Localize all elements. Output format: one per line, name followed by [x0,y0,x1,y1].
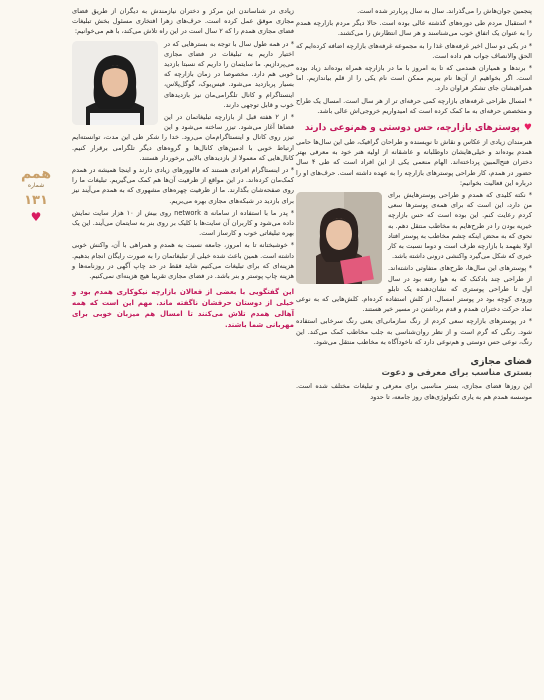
section-title: پوسترهای بازارچه، حس دوستی و هم‌نوعی دارند [304,123,520,134]
heart-icon: ♥ [30,210,42,224]
article-column-right [296,6,532,404]
designer-portrait-photo [296,192,382,284]
section-heading-social [296,355,532,368]
bullet-paragraph: * پوسترهای این سال‌ها، طرح‌های متفاوتی داشته‌اند. از طراحی چند بادکنک که به هوا رفته بود در سال اول تا طراحی پوستری که نشان‌دهنده یک تابلو ورودی کوچه بود در پوستر امسال. از کلش استفاده کرده‌ام. کلش‌هایی که به نوعی نماد حرکت دختران همدم و قدم برداشتن در مسیر خیر هستند. [296,264,532,314]
logo-subtitle: شماره [27,182,45,189]
bullet-paragraph: * در اینستاگرام افرادی هستند که فالوورهای زیادی دارند و اینجا همیشه در همدم کمک‌مان کرده‌اند. در این مواقع از ظرفیت آن‌ها هم کمک می‌گیریم. تبلیغات ما را روی صفحه‌شان بگذارند. ما از ظرفیت چهره‌های مشهوری که به همدم می‌آیند نیز برای بازدید در شبکه‌های مجازی بهره می‌بریم. [72,166,294,205]
closing-note: این گفتگویی با بعضی از فعالان بازارچه نیکوکاری همدم بود و خیلی از دوستان حرفشان ناگفته ماند. مهم این است که همه آهالی همدم تلاش می‌کنند تا امسال هم میزبان خوبی برای مهربانی شما باشند. [72,288,294,330]
paragraph: زیادی در شناساندن این مرکز و دختران نیازمندش به دیگران از طریق فضای مجازی موفق عمل کرده است. حرف‌های زهرا افتخاری مسئول بخش تبلیغات فضای مجازی همدم را که ۲ سال است در این راه تلاش می‌کند، با هم می‌خوانیم: [72,7,294,36]
paragraph: پنجمین جوان‌هاش را می‌گذراند. سال به سال پربارتر شده است. [357,7,532,15]
logo-title: همم [20,166,52,182]
article-column-left [72,6,294,331]
bullet-paragraph: * پدر ما با استفاده از سامانه network a روی بیش از ۱۰ هزار سایت نمایش داده می‌شود و کاربران آن سایت‌ها با کلیک بر روی بنر به سایتمان می‌آیند. این یک بهره تبلیغاتی خوب و کارساز است. [72,208,294,238]
bullet-paragraph: * برندها و همیاران همدمی که تا به امروز با ما در بازارچه همراه بوده‌اند زیاد بوده است. اگر بخواهیم از آن‌ها نام ببریم ممکن است نام یکی را از قلم بیاندازیم. اما همراهیشان جای تشکر فراوان دارد. [296,64,532,93]
bullet-paragraph: * در پوسترهای بازارچه سعی کردم از رنگ سازمانی‌ای یعنی رنگ سرخابی استفاده شود. رنگی که گرم است و از نظر روان‌شناسی به جلب مخاطب کمک می‌کند. این رنگ، نوعی حس دوستی و هم‌نوعی دارد که ناخودآگاه به مخاطب منتقل می‌شود. [296,317,532,346]
magazine-logo [16,166,56,224]
heart-icon: ♥ [523,123,532,134]
bullet-paragraph: * خوشبختانه تا به امروز، جامعه نسبت به همدم و همراهی با آن، واکنش خوبی داشته است. همین باعث شده خیلی از تبلیغاتمان را به صورت رایگان انجام بدهیم. هزینه‌ای که برای تبلیغات می‌کنیم شاید فقط در حد چاپ آگهی در روزنامه‌ها و هزینه چاپ پوستر و بنر باشد. در فضای مجازی تقریبا هیچ هزینه‌ای نمی‌کنیم. [72,241,294,281]
section-subtitle: بستری مناسب برای معرفی و دعوت [381,368,532,379]
bullet-paragraph: * استقبال مردم طی دوره‌های گذشته عالی بوده است. حالا دیگر مردم بازارچه همدم را به عنوان یک اتفاق خوب می‌شناسند و هر سال انتظارش را می‌کشند. [296,19,532,38]
bullet-paragraph: * نکته کلیدی که همدم و طراحی پوسترهایش برای من دارد، این است که برای همه‌ی پوسترها سعی کردم رعایت کنم. این بوده است که حس بازارچه خیریه بودن را در طرح‌هایم به مخاطب منتقل دهم. به نحوی که به محض اینکه چشم مخاطب به پوستر افتاد اولا بفهمد با بازارچه طرف است و دوما نسبت به کار خیری که شکل می‌گیرد واکنشی درونی داشته باشد. [388,191,532,261]
section-heading-posters [296,122,532,134]
bullet-paragraph: * امسال طراحی غرفه‌های بازارچه کمی حرفه‌ای تر از هر سال است. امسال یک طراح و متخصص حرفه‌ای به ما کمک کرده است که امیدواریم خروجی‌اش عالی باشد. [296,96,532,115]
bullet-paragraph: * از ۲ هفته قبل از بازارچه تبلیغاتمان در این فضاها آغاز می‌شود. تیزر ساخته می‌شود و این تیزر روی کانال و اینستاگرام‌مان می‌رود. خدا را شکر طی این مدت، توانسته‌ایم ارتباط خوبی با ادمین‌های کانال‌ها و گروه‌های دیگر تلگرامی برقرار کنیم. کانال‌هایی که معمولا از بازدیدهای بالایی برخوردار هستند. [72,113,294,162]
interviewee-portrait-photo [72,41,158,125]
bullet-paragraph: * در یکی دو سال اخیر غرفه‌های غذا را به مجموعه غرفه‌های بازارچه اضافه کرده‌ایم که الحق والانصاف جواب هم داده است. [296,41,532,60]
section-title: فضای مجازی [470,356,532,368]
bullet-paragraph: * در همه طول سال با توجه به بسترهایی که در اختیار داریم به تبلیغات در فضای مجازی می‌پردازیم. ما سایتمان را داریم که نسبتا بازدید خوبی هم دارد. مخصوصا در زمان بازارچه که بسیار پربازدید می‌شود. فیس‌بوک، گوگل‌پلاس، اینستاگرام و کانال تلگرامی‌مان نیز بازدیدهای خوب و قابل توجهی دارند. [164,39,294,109]
page-margin [0,0,68,700]
paragraph: این روزها فضای مجازی، بستر مناسبی برای معرفی و تبلیغات مختلف شده است. موسسه همدم هم به یاری تکنولوژی‌های روز جامعه، تا حدود [296,382,532,401]
paragraph: هنرمندان زیادی از عکاس و نقاش تا نویسنده و طراحان گرافیک، طی این سال‌ها حامی همدم بوده‌اند و خیلی‌هایشان داوطلبانه و عاشقانه از اولیه هنر خود به معرفی بهتر دختران فتح‌المبین پرداخته‌اند. الهام منعمی یکی از این افراد است که طی ۴ سال حضور در همدم، کار طراحی پوسترهای بازارچه را به عهده داشته است. حرف‌های او را درباره این فعالیت بخوانیم: [296,138,532,187]
page-number: ۱۳۱ [24,193,48,208]
